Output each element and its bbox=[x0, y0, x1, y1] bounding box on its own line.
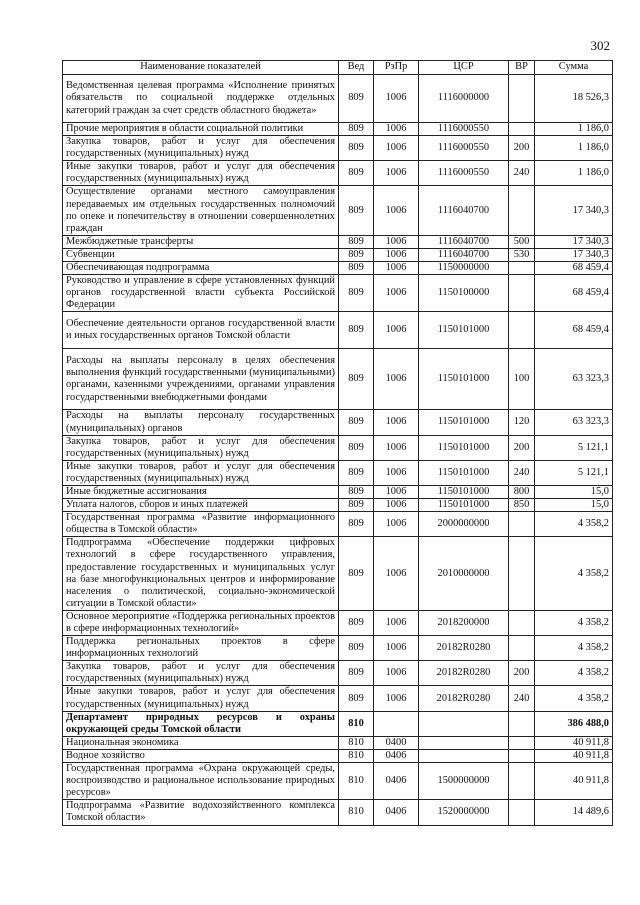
cell-vr: 200 bbox=[509, 661, 535, 686]
cell-csr: 20182R0280 bbox=[419, 661, 509, 686]
cell-csr: 20182R0280 bbox=[419, 636, 509, 661]
cell-ved: 809 bbox=[339, 435, 374, 460]
cell-csr: 1116040700 bbox=[419, 186, 509, 235]
cell-rzpr: 1006 bbox=[374, 499, 419, 512]
cell-csr bbox=[419, 736, 509, 749]
cell-sum: 4 358,2 bbox=[535, 636, 613, 661]
cell-csr: 2010000000 bbox=[419, 537, 509, 611]
cell-sum: 4 358,2 bbox=[535, 512, 613, 537]
cell-vr bbox=[509, 610, 535, 635]
cell-vr: 100 bbox=[509, 349, 535, 410]
cell-ved: 809 bbox=[339, 186, 374, 235]
table-row bbox=[63, 711, 613, 736]
cell-ved: 809 bbox=[339, 75, 374, 123]
table-row bbox=[63, 275, 613, 312]
cell-rzpr: 1006 bbox=[374, 636, 419, 661]
cell-ved: 810 bbox=[339, 749, 374, 762]
table-row bbox=[63, 736, 613, 749]
table-row bbox=[63, 512, 613, 537]
cell-name: Прочие мероприятия в области социальной политики bbox=[63, 123, 339, 136]
table-row bbox=[63, 161, 613, 186]
cell-name: Субвенции bbox=[63, 248, 339, 261]
column-header-csr: ЦСР bbox=[419, 61, 509, 75]
cell-name: Подпрограмма «Развитие водохозяйственного комплекса Томской области» bbox=[63, 800, 339, 825]
cell-sum: 1 186,0 bbox=[535, 161, 613, 186]
cell-ved: 809 bbox=[339, 485, 374, 498]
cell-rzpr: 1006 bbox=[374, 661, 419, 686]
cell-vr: 200 bbox=[509, 136, 535, 161]
cell-vr bbox=[509, 75, 535, 123]
cell-sum: 40 911,8 bbox=[535, 749, 613, 762]
cell-ved: 809 bbox=[339, 499, 374, 512]
cell-name: Закупка товаров, работ и услуг для обеспечения государственных (муниципальных) нужд bbox=[63, 661, 339, 686]
cell-rzpr: 1006 bbox=[374, 161, 419, 186]
cell-csr bbox=[419, 749, 509, 762]
cell-csr: 1150101000 bbox=[419, 312, 509, 349]
cell-ved: 809 bbox=[339, 349, 374, 410]
cell-vr: 800 bbox=[509, 485, 535, 498]
cell-csr: 20182R0280 bbox=[419, 686, 509, 711]
column-header-vr: ВР bbox=[509, 61, 535, 75]
cell-name: Закупка товаров, работ и услуг для обеспечения государственных (муниципальных) нужд bbox=[63, 435, 339, 460]
table-row bbox=[63, 235, 613, 248]
cell-ved: 809 bbox=[339, 235, 374, 248]
cell-ved: 809 bbox=[339, 460, 374, 485]
cell-ved: 809 bbox=[339, 123, 374, 136]
cell-sum: 1 186,0 bbox=[535, 136, 613, 161]
cell-vr: 240 bbox=[509, 460, 535, 485]
cell-sum: 386 488,0 bbox=[535, 711, 613, 736]
cell-vr bbox=[509, 275, 535, 312]
cell-vr bbox=[509, 262, 535, 275]
cell-name: Подпрограмма «Обеспечение поддержки цифровых технологий в сфере государственного управления, предоставление государственных и муниципальных услуг на базе многофункциональных центров и информирование населения о политической, социально-экономической ситуации в Томской области» bbox=[63, 537, 339, 611]
cell-sum: 40 911,8 bbox=[535, 763, 613, 800]
cell-name: Поддержка региональных проектов в сфере информационных технологий bbox=[63, 636, 339, 661]
table-row bbox=[63, 763, 613, 800]
cell-name: Иные закупки товаров, работ и услуг для обеспечения государственных (муниципальных) нужд bbox=[63, 161, 339, 186]
table-row bbox=[63, 636, 613, 661]
cell-ved: 809 bbox=[339, 262, 374, 275]
column-header-ved: Вед bbox=[339, 61, 374, 75]
cell-sum: 17 340,3 bbox=[535, 186, 613, 235]
cell-rzpr: 1006 bbox=[374, 248, 419, 261]
cell-csr: 1150101000 bbox=[419, 435, 509, 460]
cell-ved: 809 bbox=[339, 661, 374, 686]
cell-sum: 14 489,6 bbox=[535, 800, 613, 825]
cell-csr: 1150101000 bbox=[419, 349, 509, 410]
cell-ved: 809 bbox=[339, 136, 374, 161]
cell-name: Национальная экономика bbox=[63, 736, 339, 749]
cell-rzpr: 1006 bbox=[374, 512, 419, 537]
cell-vr bbox=[509, 763, 535, 800]
table-row bbox=[63, 186, 613, 235]
cell-sum: 40 911,8 bbox=[535, 736, 613, 749]
cell-sum: 17 340,3 bbox=[535, 248, 613, 261]
cell-ved: 809 bbox=[339, 248, 374, 261]
cell-ved: 809 bbox=[339, 275, 374, 312]
table-row bbox=[63, 248, 613, 261]
table-row bbox=[63, 349, 613, 410]
cell-rzpr: 1006 bbox=[374, 186, 419, 235]
cell-sum: 15,0 bbox=[535, 485, 613, 498]
cell-rzpr: 1006 bbox=[374, 235, 419, 248]
cell-rzpr: 1006 bbox=[374, 435, 419, 460]
table-row bbox=[63, 123, 613, 136]
cell-csr: 1150101000 bbox=[419, 410, 509, 435]
cell-vr bbox=[509, 736, 535, 749]
cell-sum: 4 358,2 bbox=[535, 686, 613, 711]
cell-csr: 1116000550 bbox=[419, 136, 509, 161]
cell-vr bbox=[509, 711, 535, 736]
cell-rzpr: 1006 bbox=[374, 136, 419, 161]
cell-vr: 240 bbox=[509, 161, 535, 186]
table-row bbox=[63, 800, 613, 825]
cell-ved: 809 bbox=[339, 410, 374, 435]
cell-vr: 240 bbox=[509, 686, 535, 711]
cell-csr bbox=[419, 711, 509, 736]
cell-vr: 850 bbox=[509, 499, 535, 512]
cell-csr: 1116040700 bbox=[419, 235, 509, 248]
cell-ved: 810 bbox=[339, 736, 374, 749]
cell-name: Иные бюджетные ассигнования bbox=[63, 485, 339, 498]
cell-sum: 68 459,4 bbox=[535, 262, 613, 275]
cell-vr bbox=[509, 636, 535, 661]
cell-sum: 63 323,3 bbox=[535, 410, 613, 435]
cell-rzpr: 1006 bbox=[374, 123, 419, 136]
table-row bbox=[63, 686, 613, 711]
cell-sum: 4 358,2 bbox=[535, 537, 613, 611]
column-header-sum: Сумма bbox=[535, 61, 613, 75]
cell-csr: 2018200000 bbox=[419, 610, 509, 635]
cell-vr bbox=[509, 800, 535, 825]
cell-ved: 809 bbox=[339, 537, 374, 611]
cell-ved: 810 bbox=[339, 800, 374, 825]
cell-name: Департамент природных ресурсов и охраны окружающей среды Томской области bbox=[63, 711, 339, 736]
cell-rzpr: 1006 bbox=[374, 537, 419, 611]
cell-rzpr: 1006 bbox=[374, 610, 419, 635]
cell-ved: 809 bbox=[339, 686, 374, 711]
cell-rzpr: 1006 bbox=[374, 262, 419, 275]
cell-vr: 500 bbox=[509, 235, 535, 248]
cell-ved: 809 bbox=[339, 512, 374, 537]
cell-rzpr: 1006 bbox=[374, 460, 419, 485]
table-row bbox=[63, 537, 613, 611]
cell-name: Обеспечивающая подпрограмма bbox=[63, 262, 339, 275]
cell-ved: 810 bbox=[339, 763, 374, 800]
cell-rzpr: 1006 bbox=[374, 75, 419, 123]
cell-sum: 4 358,2 bbox=[535, 610, 613, 635]
cell-sum: 68 459,4 bbox=[535, 312, 613, 349]
cell-name: Водное хозяйство bbox=[63, 749, 339, 762]
cell-vr bbox=[509, 537, 535, 611]
column-header-rzpr: РзПр bbox=[374, 61, 419, 75]
table-row bbox=[63, 460, 613, 485]
cell-rzpr: 0406 bbox=[374, 763, 419, 800]
cell-rzpr: 1006 bbox=[374, 312, 419, 349]
cell-csr: 1520000000 bbox=[419, 800, 509, 825]
cell-csr: 1150000000 bbox=[419, 262, 509, 275]
table-row bbox=[63, 410, 613, 435]
table-row bbox=[63, 610, 613, 635]
cell-sum: 4 358,2 bbox=[535, 661, 613, 686]
cell-rzpr bbox=[374, 711, 419, 736]
table-row bbox=[63, 485, 613, 498]
cell-sum: 5 121,1 bbox=[535, 460, 613, 485]
cell-vr bbox=[509, 123, 535, 136]
cell-ved: 809 bbox=[339, 610, 374, 635]
cell-ved: 809 bbox=[339, 312, 374, 349]
cell-rzpr: 0400 bbox=[374, 736, 419, 749]
cell-name: Уплата налогов, сборов и иных платежей bbox=[63, 499, 339, 512]
column-header-name: Наименование показателей bbox=[63, 61, 339, 75]
cell-name: Обеспечение деятельности органов государственной власти и иных государственных органов Томской области bbox=[63, 312, 339, 349]
cell-sum: 17 340,3 bbox=[535, 235, 613, 248]
cell-rzpr: 1006 bbox=[374, 349, 419, 410]
cell-csr: 1150101000 bbox=[419, 499, 509, 512]
cell-vr bbox=[509, 186, 535, 235]
cell-name: Государственная программа «Развитие информационного общества в Томской области» bbox=[63, 512, 339, 537]
cell-vr bbox=[509, 749, 535, 762]
cell-name: Иные закупки товаров, работ и услуг для обеспечения государственных (муниципальных) нужд bbox=[63, 460, 339, 485]
cell-csr: 1150101000 bbox=[419, 485, 509, 498]
cell-rzpr: 1006 bbox=[374, 485, 419, 498]
table-row bbox=[63, 312, 613, 349]
cell-sum: 15,0 bbox=[535, 499, 613, 512]
cell-name: Основное мероприятие «Поддержка региональных проектов в сфере информационных технологий» bbox=[63, 610, 339, 635]
cell-name: Осуществление органами местного самоуправления передаваемых им отдельных государственных полномочий по опеке и попечительству в отношении совершеннолетних граждан bbox=[63, 186, 339, 235]
table-row bbox=[63, 435, 613, 460]
table-header-row bbox=[63, 61, 613, 75]
cell-rzpr: 1006 bbox=[374, 275, 419, 312]
cell-sum: 1 186,0 bbox=[535, 123, 613, 136]
cell-name: Иные закупки товаров, работ и услуг для обеспечения государственных (муниципальных) нужд bbox=[63, 686, 339, 711]
cell-csr: 1116000000 bbox=[419, 75, 509, 123]
table-row bbox=[63, 136, 613, 161]
cell-sum: 18 526,3 bbox=[535, 75, 613, 123]
cell-name: Расходы на выплаты персоналу в целях обеспечения выполнения функций государственными (муниципальными) органами, казенными учреждениями, органами управления государственными внебюджетными фондами bbox=[63, 349, 339, 410]
cell-rzpr: 0406 bbox=[374, 749, 419, 762]
cell-name: Закупка товаров, работ и услуг для обеспечения государственных (муниципальных) нужд bbox=[63, 136, 339, 161]
cell-csr: 1500000000 bbox=[419, 763, 509, 800]
cell-vr bbox=[509, 312, 535, 349]
cell-ved: 810 bbox=[339, 711, 374, 736]
cell-sum: 63 323,3 bbox=[535, 349, 613, 410]
cell-name: Ведомственная целевая программа «Исполнение принятых обязательств по социальной поддержке отдельных категорий граждан за счет средств областного бюджета» bbox=[63, 75, 339, 123]
cell-csr: 1116000550 bbox=[419, 123, 509, 136]
cell-ved: 809 bbox=[339, 161, 374, 186]
cell-vr bbox=[509, 512, 535, 537]
cell-vr: 120 bbox=[509, 410, 535, 435]
table-row bbox=[63, 661, 613, 686]
cell-vr: 200 bbox=[509, 435, 535, 460]
cell-name: Расходы на выплаты персоналу государственных (муниципальных) органов bbox=[63, 410, 339, 435]
table-row bbox=[63, 262, 613, 275]
cell-name: Государственная программа «Охрана окружающей среды, воспроизводство и рациональное использование природных ресурсов» bbox=[63, 763, 339, 800]
cell-csr: 1116000550 bbox=[419, 161, 509, 186]
cell-name: Межбюджетные трансферты bbox=[63, 235, 339, 248]
cell-csr: 2000000000 bbox=[419, 512, 509, 537]
cell-csr: 1150101000 bbox=[419, 460, 509, 485]
table-body bbox=[63, 75, 613, 826]
cell-sum: 68 459,4 bbox=[535, 275, 613, 312]
table-row bbox=[63, 75, 613, 123]
page-number: 302 bbox=[590, 38, 610, 53]
cell-rzpr: 1006 bbox=[374, 410, 419, 435]
table-row bbox=[63, 749, 613, 762]
cell-ved: 809 bbox=[339, 636, 374, 661]
table-row bbox=[63, 499, 613, 512]
cell-rzpr: 1006 bbox=[374, 686, 419, 711]
cell-vr: 530 bbox=[509, 248, 535, 261]
cell-sum: 5 121,1 bbox=[535, 435, 613, 460]
cell-rzpr: 0406 bbox=[374, 800, 419, 825]
cell-csr: 1116040700 bbox=[419, 248, 509, 261]
cell-csr: 1150100000 bbox=[419, 275, 509, 312]
budget-table bbox=[62, 60, 613, 826]
cell-name: Руководство и управление в сфере установленных функций органов государственной власти субъекта Российской Федерации bbox=[63, 275, 339, 312]
